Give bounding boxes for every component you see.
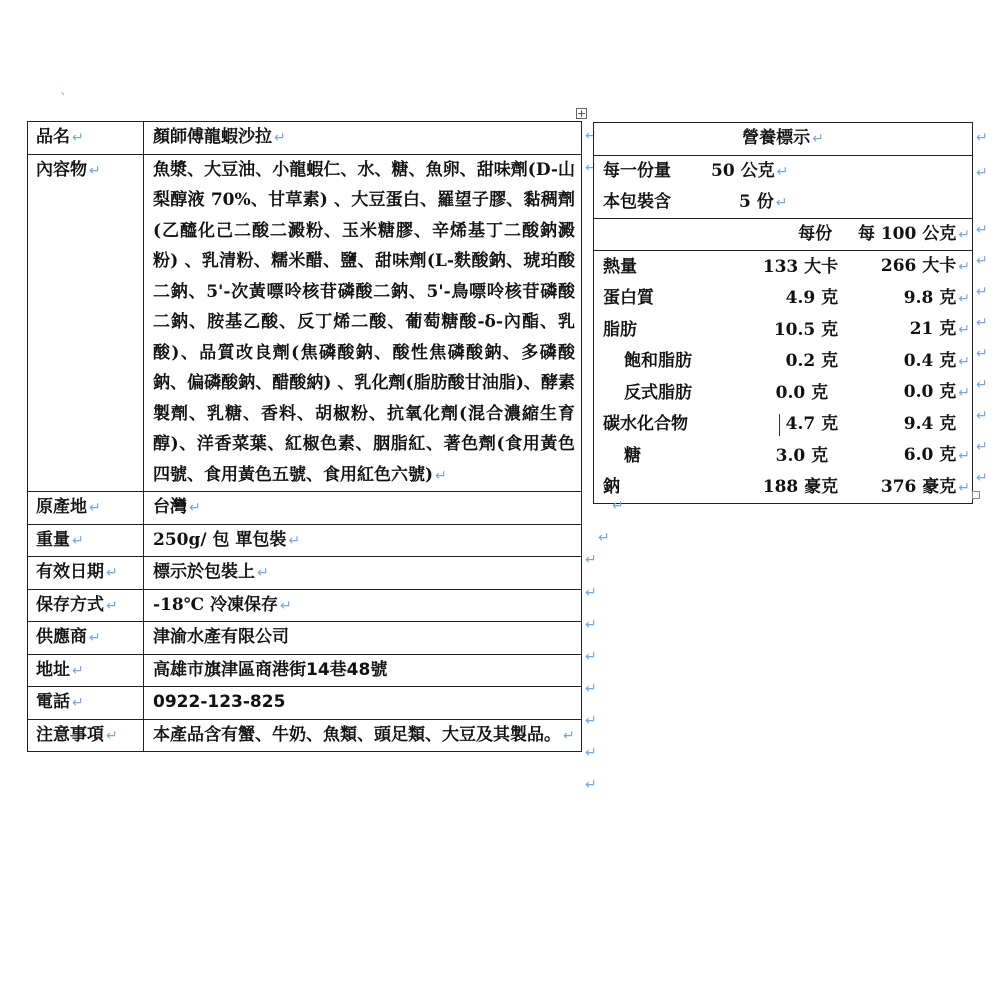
row-end-mark-icon: ↵ xyxy=(585,777,597,793)
row-end-mark-icon: ↵ xyxy=(585,585,597,601)
table-resize-handle-icon[interactable] xyxy=(972,491,980,499)
nutrient-per-serving: 10.5 克 xyxy=(773,319,839,340)
row-end-mark-icon: ↵ xyxy=(585,649,597,665)
row-label: 品名 xyxy=(36,127,70,147)
text-cursor xyxy=(779,414,780,436)
row-end-mark-icon: ↵ xyxy=(585,552,597,568)
row-end-mark-icon: ↵ xyxy=(585,617,597,633)
row-end-mark-icon: ↵ xyxy=(585,160,597,176)
paragraph-mark-icon: ↵ xyxy=(958,479,970,496)
row-end-mark-icon: ↵ xyxy=(976,253,988,269)
row-end-mark-icon: ↵ xyxy=(585,128,597,144)
serving-value: 50 公克 xyxy=(711,160,775,181)
table-row xyxy=(28,589,582,622)
table-row xyxy=(28,654,582,687)
paragraph-mark-icon: ↵ xyxy=(958,259,970,275)
paragraph-mark-icon: ↵ xyxy=(612,498,624,514)
paragraph-mark-icon: ↵ xyxy=(106,727,118,744)
nutrient-per-serving: 3.0 克 xyxy=(775,445,829,466)
row-label: 有效日期 xyxy=(36,562,104,582)
row-end-mark-icon: ↵ xyxy=(976,130,988,146)
row-end-mark-icon: ↵ xyxy=(976,408,988,424)
nutrient-per-100: 21 克 xyxy=(909,319,957,339)
nutrient-name: 碳水化合物 xyxy=(603,414,688,434)
table-row xyxy=(28,122,582,155)
paragraph-mark-icon: ↵ xyxy=(775,194,788,211)
table-row xyxy=(594,346,973,378)
product-info-table xyxy=(27,121,582,752)
stray-mark: ˋ xyxy=(60,92,67,108)
nutrient-per-100: 0.4 克 xyxy=(903,350,957,371)
col-per-serving: 每份 xyxy=(798,224,833,244)
table-move-handle-icon[interactable]: + xyxy=(577,107,587,120)
paragraph-mark-icon: ↵ xyxy=(958,385,970,401)
table-row xyxy=(28,492,582,525)
row-label: 原產地 xyxy=(36,497,87,517)
row-value: 標示於包裝上 xyxy=(153,562,255,582)
nutrient-per-100: 266 大卡 xyxy=(880,256,957,276)
row-end-mark-icon: ↵ xyxy=(976,377,988,393)
serving-label: 每一份量 xyxy=(603,160,671,181)
nutrient-per-100: 376 豪克 xyxy=(880,476,957,497)
table-row xyxy=(594,218,973,251)
table-row xyxy=(28,524,582,557)
paragraph-mark-icon: ↵ xyxy=(89,500,101,516)
table-row xyxy=(594,314,973,346)
table-row xyxy=(28,719,582,752)
nutrient-per-serving: 188 豪克 xyxy=(762,477,839,497)
table-row xyxy=(28,557,582,590)
paragraph-mark-icon: ↵ xyxy=(72,695,84,711)
row-label: 地址 xyxy=(36,659,70,680)
row-label: 保存方式 xyxy=(36,594,104,615)
nutrient-per-serving: 133 大卡 xyxy=(762,256,839,277)
row-end-mark-icon: ↵ xyxy=(976,284,988,300)
row-end-mark-icon: ↵ xyxy=(585,745,597,761)
row-value: 250g/ 包 單包裝 xyxy=(153,529,287,550)
row-label: 注意事項 xyxy=(36,724,104,745)
table-row xyxy=(28,687,582,720)
nutrient-per-100: 0.0 克 xyxy=(903,382,957,402)
row-value: 本產品含有蟹、牛奶、魚類、頭足類、大豆及其製品。 xyxy=(153,724,561,745)
table-row xyxy=(594,251,973,283)
nutrient-name: 鈉 xyxy=(603,477,620,497)
nutrient-name: 反式脂肪 xyxy=(624,382,692,403)
paragraph-mark-icon: ↵ xyxy=(958,290,970,307)
paragraph-mark-icon: ↵ xyxy=(72,662,84,679)
pack-label: 本包裝含 xyxy=(603,191,671,212)
row-end-mark-icon: ↵ xyxy=(585,713,597,729)
table-row xyxy=(594,155,973,218)
paragraph-mark-icon: ↵ xyxy=(280,597,292,614)
row-value: 魚漿、大豆油、小龍蝦仁、水、糖、魚卵、甜味劑(D-山梨醇液 70%、甘草素) 、大豆蛋白、羅望子膠、黏稠劑(乙醯化己二酸二澱粉、玉米糖膠、辛烯基丁二酸鈉澱粉) 、乳清粉、糯米醋、鹽、甜味劑(L-麩酸鈉、琥珀酸二鈉、5'-次黃嘌呤核苷磷酸二鈉、5'-鳥嘌呤核苷磷酸二鈉、胺基乙酸、反丁烯二酸、葡萄糖酸-δ-內酯、乳酸)、品質改良劑(焦磷酸鈉、酸性焦磷酸鈉、多磷酸鈉、偏磷酸鈉、醋酸納) 、乳化劑(脂肪酸甘油脂)、酵素製劑、乳糖、香料、胡椒粉、抗氧化劑(混合濃縮生育醇)、洋香菜葉、紅椒色素、胭脂紅、著色劑(食用黃色四號、食用黃色五號、食用紅色六號) xyxy=(153,159,575,485)
paragraph-mark-icon: ↵ xyxy=(274,130,286,146)
paragraph-mark-icon: ↵ xyxy=(257,565,269,581)
nutrient-per-100: 9.8 克 xyxy=(903,287,957,308)
nutrient-per-serving: 4.9 克 xyxy=(785,288,839,308)
row-end-mark-icon: ↵ xyxy=(976,165,988,181)
col-per-100: 每 100 公克 xyxy=(857,223,957,244)
paragraph-mark-icon: ↵ xyxy=(189,500,201,516)
paragraph-mark-icon: ↵ xyxy=(106,565,118,581)
paragraph-mark-icon: ↵ xyxy=(776,163,789,180)
paragraph-mark-icon: ↵ xyxy=(563,727,575,744)
row-end-mark-icon: ↵ xyxy=(976,439,988,455)
row-value: 津渝水產有限公司 xyxy=(153,627,289,647)
row-value: -18℃ 冷凍保存 xyxy=(153,594,279,615)
pack-value: 5 份 xyxy=(739,191,774,212)
paragraph-mark-icon: ↵ xyxy=(288,532,301,549)
paragraph-mark-icon: ↵ xyxy=(958,448,970,464)
nutrient-per-100: 6.0 克 xyxy=(903,445,957,465)
table-row xyxy=(28,622,582,655)
paragraph-mark-icon: ↵ xyxy=(958,226,970,243)
row-label: 重量 xyxy=(36,529,70,550)
nutrient-per-serving: 0.2 克 xyxy=(785,351,839,371)
nutrient-name: 脂肪 xyxy=(603,319,637,340)
table-row xyxy=(594,283,973,315)
paragraph-mark-icon: ↵ xyxy=(89,162,101,179)
row-value: 0922-123-825 xyxy=(153,692,286,712)
table-row xyxy=(594,440,973,472)
row-end-mark-icon: ↵ xyxy=(976,222,988,238)
row-end-mark-icon: ↵ xyxy=(976,346,988,362)
paragraph-mark-icon: ↵ xyxy=(958,322,970,338)
nutrient-name: 熱量 xyxy=(603,256,637,277)
table-row xyxy=(28,154,582,492)
paragraph-mark-icon: ↵ xyxy=(812,131,824,147)
row-end-mark-icon: ↵ xyxy=(585,681,597,697)
row-end-mark-icon: ↵ xyxy=(976,315,988,331)
nutrient-name: 飽和脂肪 xyxy=(624,351,692,371)
row-label: 電話 xyxy=(36,692,70,712)
table-row xyxy=(594,377,973,409)
paragraph-mark-icon: ↵ xyxy=(435,467,447,484)
row-end-mark-icon: ↵ xyxy=(976,470,988,486)
paragraph-mark-icon: ↵ xyxy=(72,130,84,146)
row-value: 高雄市旗津區商港街14巷48號 xyxy=(153,659,388,680)
paragraph-mark-icon: ↵ xyxy=(89,630,101,646)
nutrient-per-serving: 4.7 克 xyxy=(785,414,839,434)
paragraph-mark-icon: ↵ xyxy=(106,597,118,614)
nutrition-table xyxy=(593,122,973,504)
row-label: 內容物 xyxy=(36,159,87,180)
paragraph-mark-icon: ↵ xyxy=(958,353,970,370)
nutrient-per-serving: 0.0 克 xyxy=(775,382,829,403)
row-value: 台灣 xyxy=(153,497,187,517)
table-row xyxy=(594,472,973,504)
nutrient-name: 蛋白質 xyxy=(603,288,654,308)
nutrient-name: 糖 xyxy=(624,445,641,466)
paragraph-mark-icon: ↵ xyxy=(598,530,610,546)
nutrient-per-100: 9.4 克 xyxy=(903,413,957,434)
nutrition-title: 營養標示 xyxy=(742,128,811,148)
table-row xyxy=(594,409,973,441)
row-label: 供應商 xyxy=(36,627,87,647)
paragraph-mark-icon: ↵ xyxy=(72,532,84,549)
row-value: 顏師傅龍蝦沙拉 xyxy=(153,127,272,147)
table-row xyxy=(594,123,973,156)
